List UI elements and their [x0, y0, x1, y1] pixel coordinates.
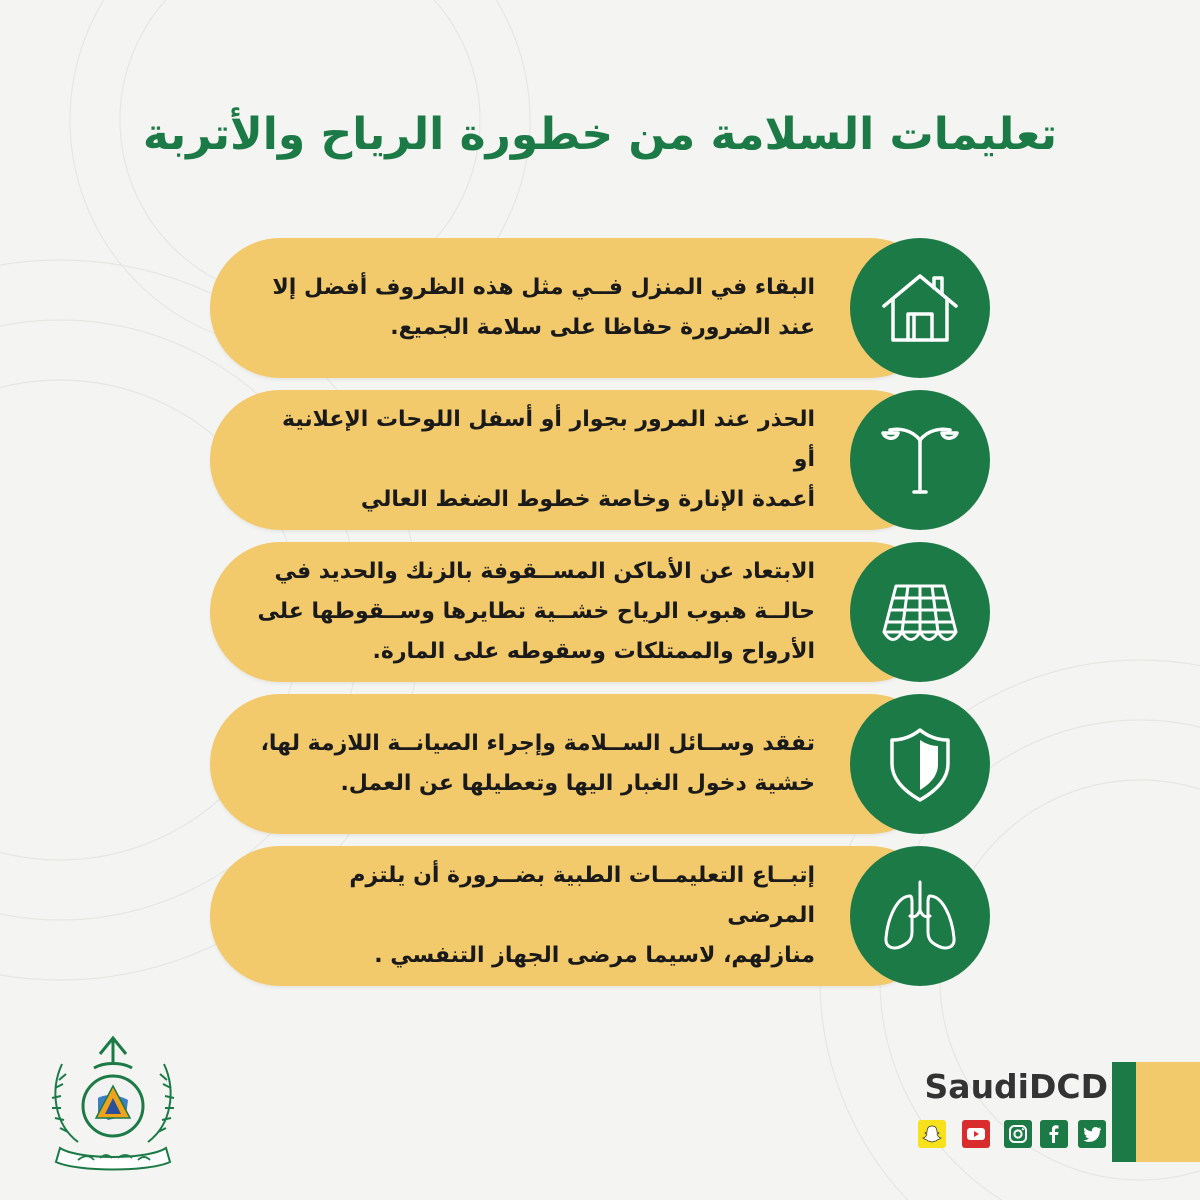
twitter-icon[interactable] [1078, 1120, 1106, 1148]
house-icon [880, 268, 960, 348]
snapchat-icon[interactable] [918, 1120, 946, 1148]
tip-text: الابتعاد عن الأماكن المســقوفة بالزنك والحديد في حالــة هبوب الرياح خشــية تطايرها وســقوطها على الأرواح والممتلكات وسقوطه على المارة. [257, 559, 815, 664]
tip-card [210, 390, 940, 530]
brand-green-bar [1112, 1062, 1136, 1162]
page-title: تعليمات السلامة من خطورة الرياح والأتربة [142, 109, 1058, 160]
tip-text: إتبــاع التعليمــات الطبية بضــرورة أن يلتزم المرضى منازلهم، لاسيما مرضى الجهاز التنفسي . [349, 863, 815, 968]
tip-card [210, 694, 940, 834]
tip-card [210, 846, 940, 986]
shield-icon [880, 724, 960, 804]
tip-icon-circle [850, 542, 990, 682]
lungs-icon [880, 876, 960, 956]
tip-card [210, 542, 940, 682]
instagram-icon[interactable] [1004, 1120, 1032, 1148]
tip-icon-circle [850, 390, 990, 530]
civil-defense-emblem [38, 1024, 188, 1174]
tip-text: تفقد وســائل الســلامة وإجراء الصيانــة اللازمة لها، خشية دخول الغبار اليها وتعطيلها عن العمل. [260, 731, 815, 796]
facebook-icon[interactable] [1040, 1120, 1068, 1148]
tip-icon-circle [850, 694, 990, 834]
brand-yellow-bar [1136, 1062, 1200, 1162]
tip-text: البقاء في المنزل فــي مثل هذه الظروف أفضل إلا عند الضرورة حفاظا على سلامة الجميع. [272, 275, 815, 340]
tip-icon-circle [850, 238, 990, 378]
tip-card [210, 238, 940, 378]
roof-panel-icon [880, 572, 960, 652]
tip-icon-circle [850, 846, 990, 986]
brand-name: SaudiDCD [924, 1067, 1108, 1106]
youtube-icon[interactable] [962, 1120, 990, 1148]
tip-text: الحذر عند المرور بجوار أو أسفل اللوحات الإعلانية أو أعمدة الإنارة وخاصة خطوط الضغط العالي [282, 407, 815, 512]
street-lamp-icon [880, 420, 960, 500]
